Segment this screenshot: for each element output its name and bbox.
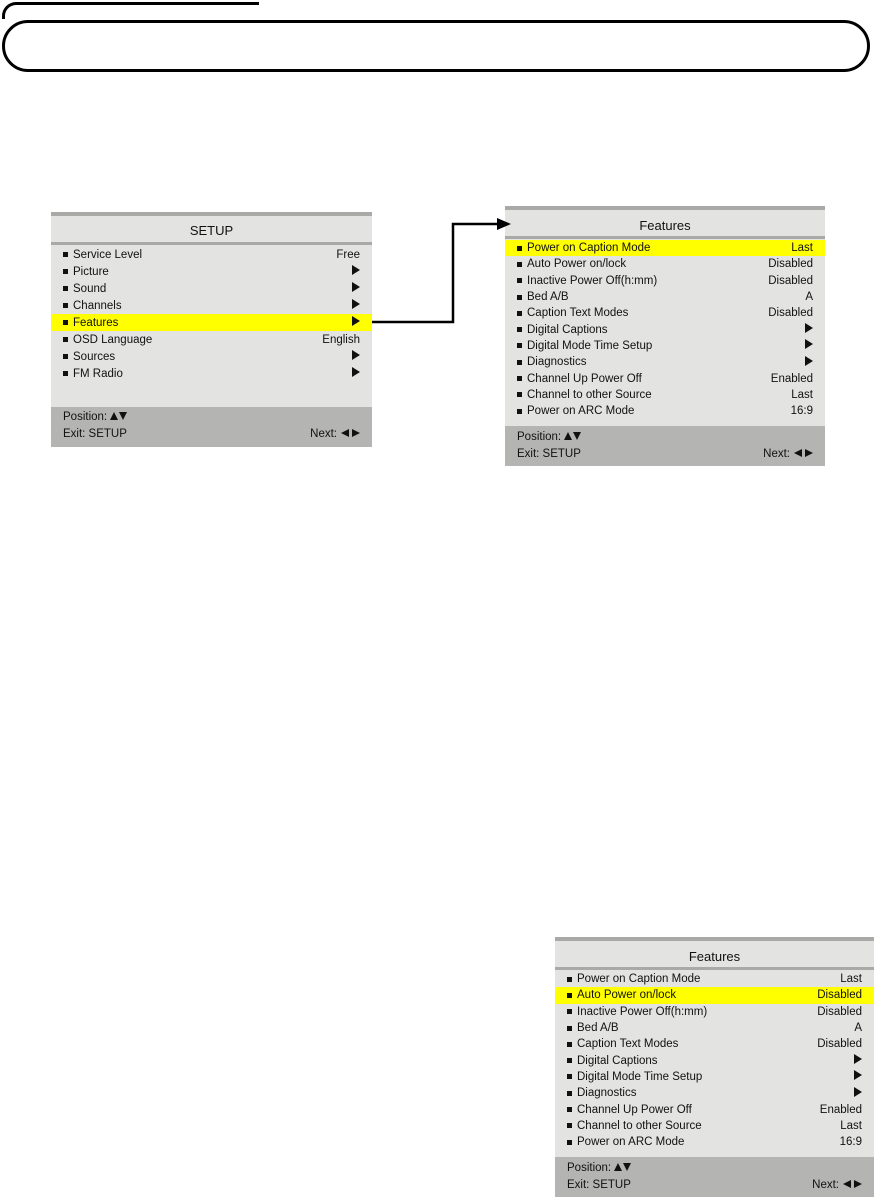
menu-item-label: Sound — [73, 282, 107, 295]
menu-item-label: Digital Captions — [527, 323, 608, 336]
menu-item-value: Disabled — [768, 307, 813, 320]
menu-item-label: Diagnostics — [527, 356, 587, 369]
menu-item-label: Service Level — [73, 248, 143, 261]
menu-item-label: Digital Mode Time Setup — [527, 339, 653, 352]
footer-position-label: Position: — [567, 1162, 612, 1174]
menu-item-label: Caption Text Modes — [527, 307, 629, 320]
menu-title: Features — [639, 218, 691, 233]
menu-item-label: Digital Captions — [577, 1054, 658, 1067]
footer-exit-hint: Exit: SETUP — [63, 428, 127, 440]
footer-next-label: Next: — [763, 448, 790, 460]
footer-position-label: Position: — [517, 431, 562, 443]
menu-item-value: Disabled — [817, 989, 862, 1002]
menu-item-value: A — [854, 1022, 862, 1035]
menu-item-value: Free — [336, 248, 360, 261]
menu-item-label: Power on ARC Mode — [527, 405, 635, 418]
menu-item-label: Channels — [73, 299, 122, 312]
menu-item-label: Caption Text Modes — [577, 1038, 679, 1051]
menu-item-label: FM Radio — [73, 367, 123, 380]
menu-item-value: Enabled — [819, 1103, 862, 1116]
menu-item-label: Auto Power on/lock — [527, 258, 627, 271]
footer-position-label: Position: — [63, 411, 108, 423]
menu-item-label: Power on Caption Mode — [527, 242, 651, 255]
connector-arrowhead-icon — [497, 218, 511, 230]
menu-item-label: Picture — [73, 265, 109, 278]
menu-item-value: English — [322, 333, 360, 346]
footer-next-label: Next: — [812, 1179, 839, 1191]
menu-item-value: Last — [840, 973, 862, 986]
menu-item-value: Enabled — [770, 372, 813, 385]
menu-item-value: Disabled — [817, 1038, 862, 1051]
menu-item-label: Power on Caption Mode — [577, 973, 701, 986]
menu-item-value: Disabled — [768, 258, 813, 271]
menu-title: Features — [688, 949, 741, 964]
menu-item-label: Channel to other Source — [577, 1119, 702, 1132]
menu-item-label: Auto Power on/lock — [577, 989, 677, 1002]
menu-item-value: Last — [791, 388, 813, 401]
menu-item-value: 16:9 — [790, 405, 813, 418]
menu-item-value: Disabled — [817, 1005, 862, 1018]
menu-item-value: Disabled — [768, 274, 813, 287]
menu-item-label: Digital Mode Time Setup — [577, 1070, 703, 1083]
menu-item-value: A — [805, 291, 813, 304]
menu-item-value: Last — [791, 242, 813, 255]
menu-item-label: Inactive Power Off(h:mm) — [527, 274, 658, 287]
menu-item-label: Bed A/B — [577, 1022, 619, 1035]
menu-item-label: Power on ARC Mode — [577, 1136, 685, 1149]
menu-item-label: Channel Up Power Off — [577, 1103, 692, 1116]
menu-item-label: Features — [73, 316, 119, 329]
menu-item-label: OSD Language — [73, 333, 153, 346]
menu-item-label: Channel Up Power Off — [527, 372, 642, 385]
footer-exit-hint: Exit: SETUP — [517, 448, 581, 460]
footer-next-label: Next: — [310, 428, 337, 440]
menu-item-value: Last — [840, 1119, 862, 1132]
menu-item-label: Channel to other Source — [527, 388, 652, 401]
footer-exit-hint: Exit: SETUP — [567, 1179, 631, 1191]
menu-item-label: Diagnostics — [577, 1087, 637, 1100]
menu-item-label: Bed A/B — [527, 291, 569, 304]
menu-item-value: 16:9 — [839, 1136, 862, 1149]
menu-item-label: Inactive Power Off(h:mm) — [577, 1005, 708, 1018]
menu-title: SETUP — [189, 223, 234, 238]
menu-item-label: Sources — [73, 350, 116, 363]
